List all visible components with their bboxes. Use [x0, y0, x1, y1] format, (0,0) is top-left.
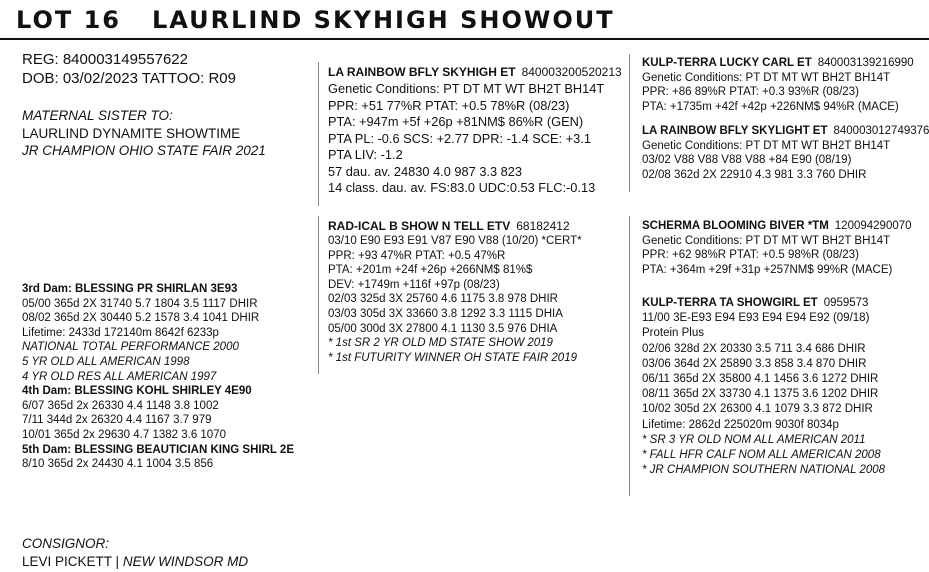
dam-detail: 02/03 325d 3X 25760 4.6 1175 3.8 978 DHIR — [328, 293, 558, 306]
dams-sire-name: SCHERMA BLOOMING BIVER *TM — [642, 220, 829, 232]
dams-dam-name: KULP-TERRA TA SHOWGIRL ET — [642, 297, 818, 309]
sire-detail: Genetic Conditions: PT DT MT WT BH2T BH14T — [328, 81, 605, 96]
dam4-record: 6/07 365d 2x 26330 4.4 1148 3.8 1002 — [22, 399, 219, 412]
dam-id: 68182412 — [516, 219, 570, 233]
lot-title — [16, 6, 615, 34]
dam-detail: PTA: +201m +24f +26p +266NM$ 81%$ — [328, 264, 533, 277]
sires-dam-detail: Genetic Conditions: PT DT MT WT BH2T BH14T — [642, 139, 891, 152]
sires-dam-block — [642, 124, 929, 182]
consignor-location: NEW WINDSOR MD — [122, 554, 249, 569]
dams-sire-detail: PTA: +364m +29f +31p +257NM$ 99%R (MACE) — [642, 263, 893, 276]
dob-tattoo: DOB: 03/02/2023 TATTOO: R09 — [22, 70, 236, 87]
consignor-separator: | — [115, 554, 120, 569]
dams-dam-id: 0959573 — [823, 297, 869, 309]
lot-number: LOT 16 — [16, 6, 121, 34]
dams-dam-detail: Lifetime: 2862d 225020m 9030f 8034p — [642, 418, 839, 431]
dam3-honor: NATIONAL TOTAL PERFORMANCE 2000 — [22, 341, 239, 354]
dams-dam-detail: 11/00 3E-E93 E94 E93 E94 E94 E92 (09/18) — [642, 312, 870, 325]
dams-dam-detail: 10/02 305d 2X 26300 4.1 1079 3.3 872 DHIR — [642, 403, 873, 416]
dams-dam-detail: 02/06 328d 2X 20330 3.5 711 3.4 686 DHIR — [642, 342, 866, 355]
dam3-record: Lifetime: 2433d 172140m 8642f 6233p — [22, 326, 219, 339]
dam-detail: DEV: +1749m +116f +97p (08/23) — [328, 278, 500, 291]
dam-heading — [328, 219, 582, 234]
dams-block — [22, 282, 294, 472]
registration-info — [22, 50, 236, 88]
sire-bracket — [318, 62, 319, 206]
sire-heading — [328, 65, 622, 80]
dam-detail: 03/03 305d 3X 33660 3.8 1292 3.3 1115 DHIA — [328, 307, 563, 320]
dam5-title: 5th Dam: BLESSING BEAUTICIAN KING SHIRL 2E — [22, 443, 294, 456]
sires-dam-detail: 03/02 V88 V88 V88 V88 +84 E90 (08/19) — [642, 154, 852, 167]
sire-detail: PTA LIV: -1.2 — [328, 147, 403, 162]
consignor-block — [22, 535, 248, 571]
dams-dam-honor: * SR 3 YR OLD NOM ALL AMERICAN 2011 — [642, 433, 866, 446]
dam4-record: 7/11 344d 2x 26320 4.4 1167 3.7 979 — [22, 414, 212, 427]
dams-dam-detail: 06/11 365d 2X 35800 4.1 1456 3.6 1272 DHIR — [642, 373, 879, 386]
dams-dam-detail: 08/11 365d 2X 33730 4.1 1375 3.6 1202 DHIR — [642, 388, 879, 401]
consignor-name: LEVI PICKETT — [22, 554, 112, 569]
sires-sire-heading — [642, 56, 914, 71]
dam-block — [328, 219, 582, 365]
dam-name: RAD-ICAL B SHOW N TELL ETV — [328, 219, 511, 233]
sire-id: 840003200520213 — [521, 65, 622, 79]
maternal-name: LAURLIND DYNAMITE SHOWTIME — [22, 125, 241, 141]
sires-sire-detail: PPR: +86 89%R PTAT: +0.3 93%R (08/23) — [642, 86, 859, 99]
dams-dam-heading — [642, 296, 885, 311]
dam5-record: 8/10 365d 2x 24430 4.1 1004 3.5 856 — [22, 458, 214, 471]
dam-parents-bracket — [629, 216, 630, 496]
dams-dam-honor: * JR CHAMPION SOUTHERN NATIONAL 2008 — [642, 464, 886, 477]
dams-dam-honor: * FALL HFR CALF NOM ALL AMERICAN 2008 — [642, 449, 881, 462]
maternal-label: MATERNAL SISTER TO: — [22, 108, 173, 123]
dam-detail: 03/10 E90 E93 E91 V87 E90 V88 (10/20) *CERT* — [328, 235, 582, 247]
sire-detail: 57 dau. av. 24830 4.0 987 3.3 823 — [328, 163, 523, 179]
sires-dam-name: LA RAINBOW BFLY SKYLIGHT ET — [642, 125, 828, 137]
sire-block — [328, 65, 622, 197]
sires-dam-id: 840003012749376 — [833, 125, 929, 137]
dam3-honor: 5 YR OLD ALL AMERICAN 1998 — [22, 355, 190, 368]
dams-sire-block — [642, 219, 912, 277]
maternal-sister-block — [22, 107, 266, 160]
sires-sire-name: KULP-TERRA LUCKY CARL ET — [642, 57, 812, 69]
dam-honor: * 1st SR 2 YR OLD MD STATE SHOW 2019 — [328, 337, 553, 350]
consignor-label: CONSIGNOR: — [22, 536, 110, 551]
dam3-record: 05/00 365d 2X 31740 5.7 1804 3.5 1117 DHIR — [22, 297, 258, 310]
dams-sire-detail: PPR: +62 98%R PTAT: +0.5 98%R (08/23) — [642, 249, 859, 262]
dam3-record: 08/02 365d 2X 30440 5.2 1578 3.4 1041 DHIR — [22, 312, 260, 325]
reg-number: REG: 840003149557622 — [22, 51, 188, 68]
sire-detail: PTA PL: -0.6 SCS: +2.77 DPR: -1.4 SCE: +3.1 — [328, 130, 591, 146]
dam-honor: * 1st FUTURITY WINNER OH STATE FAIR 2019 — [328, 351, 577, 364]
dams-dam-detail: 03/06 364d 2X 25890 3.3 858 3.4 870 DHIR — [642, 357, 867, 370]
dam-detail: PPR: +93 47%R PTAT: +0.5 47%R — [328, 249, 506, 262]
dams-sire-detail: Genetic Conditions: PT DT MT WT BH2T BH14T — [642, 234, 891, 247]
sires-dam-heading — [642, 124, 929, 139]
sires-sire-detail: Genetic Conditions: PT DT MT WT BH2T BH14T — [642, 71, 891, 84]
sires-dam-detail: 02/08 362d 2X 22910 4.3 981 3.3 760 DHIR — [642, 168, 867, 181]
dams-dam-detail: Protein Plus — [642, 327, 705, 340]
dam4-record: 10/01 365d 2x 29630 4.7 1382 3.6 1070 — [22, 428, 226, 441]
sire-detail: 14 class. dau. av. FS:83.0 UDC:0.53 FLC:-0.13 — [328, 180, 596, 195]
sire-name: LA RAINBOW BFLY SKYHIGH ET — [328, 65, 516, 79]
dam-detail: 05/00 300d 3X 27800 4.1 1130 3.5 976 DHIA — [328, 322, 558, 335]
sires-sire-id: 840003139216990 — [817, 57, 914, 69]
sires-sire-detail: PTA: +1735m +42f +42p +226NM$ 94%R (MACE) — [642, 100, 899, 113]
consignor-line — [22, 553, 248, 571]
dam-bracket — [318, 216, 319, 374]
sire-detail: PPR: +51 77%R PTAT: +0.5 78%R (08/23) — [328, 97, 570, 113]
animal-name: LAURLIND SKYHIGH SHOWOUT — [152, 6, 615, 34]
dam3-honor: 4 YR OLD RES ALL AMERICAN 1997 — [22, 370, 217, 383]
sire-detail: PTA: +947m +5f +26p +81NM$ 86%R (GEN) — [328, 114, 584, 129]
dams-dam-block — [642, 296, 885, 478]
dam3-title: 3rd Dam: BLESSING PR SHIRLAN 3E93 — [22, 283, 238, 295]
maternal-note: JR CHAMPION OHIO STATE FAIR 2021 — [22, 143, 266, 158]
header-rule — [0, 38, 929, 40]
dams-sire-id: 120094290070 — [834, 220, 912, 232]
dams-sire-heading — [642, 219, 912, 234]
dam4-title: 4th Dam: BLESSING KOHL SHIRLEY 4E90 — [22, 385, 252, 398]
sires-sire-block — [642, 56, 914, 114]
sire-parents-bracket — [629, 54, 630, 192]
